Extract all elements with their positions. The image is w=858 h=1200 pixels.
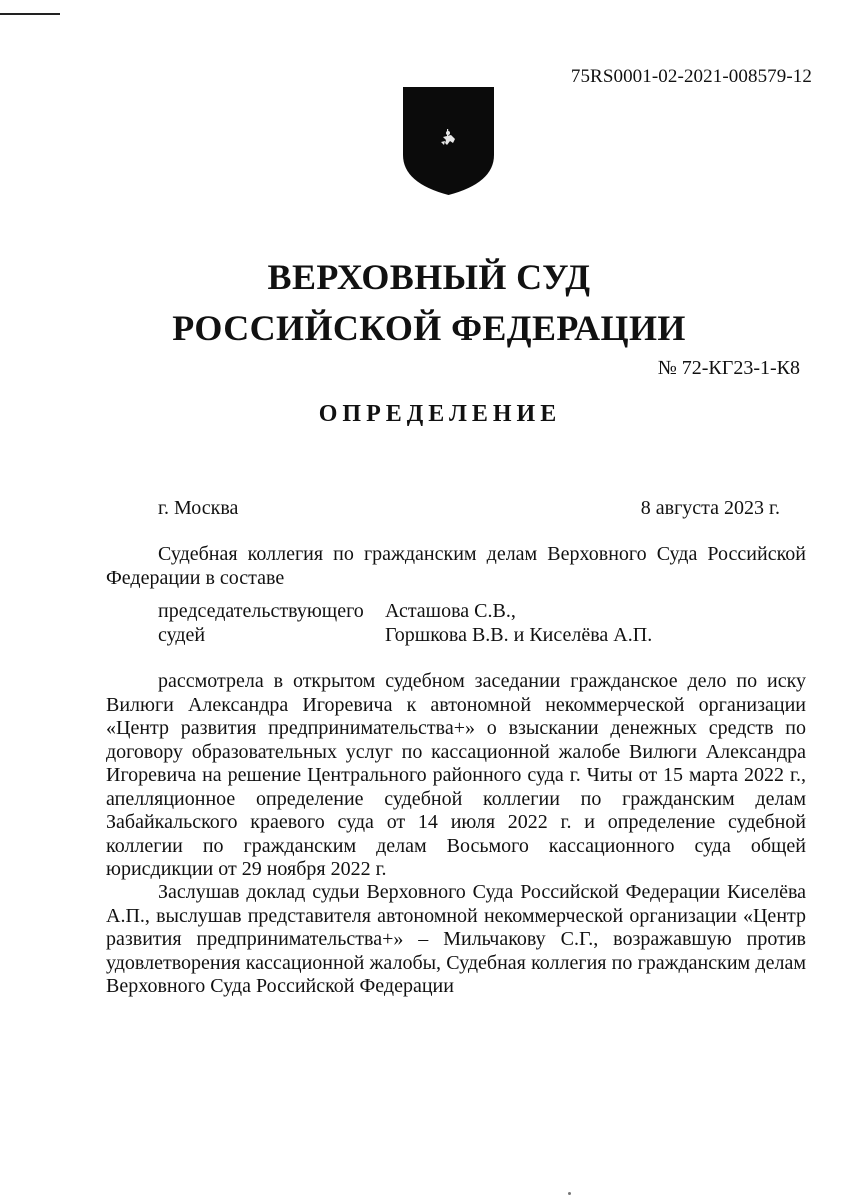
judges-names: Горшкова В.В. и Киселёва А.П.: [385, 623, 653, 646]
document-type-heading: ОПРЕДЕЛЕНИЕ: [318, 401, 562, 427]
coat-of-arms-emblem-icon: [401, 85, 496, 197]
decision-number: № 72-КГ23-1-К8: [657, 357, 800, 379]
court-name-line-1: ВЕРХОВНЫЙ СУД: [267, 257, 591, 297]
judges-role: судей: [158, 623, 206, 646]
hearing-paragraph: Заслушав доклад судьи Верховного Суда Российской Федерации Киселёва А.П., выслушав представителя автономной некоммерческой организации «Центр развития предпринимательства+» – Мильчакову С.Г., возражавшую против удовлетворения кассационной жалобы, Судебная коллегия по гражданским делам Верховного Суда Российской Федерации: [106, 881, 806, 997]
court-name-line-2: РОССИЙСКОЙ ФЕДЕРАЦИИ: [172, 308, 686, 348]
presiding-name: Асташова С.В.,: [385, 600, 516, 622]
main-paragraph: рассмотрела в открытом судебном заседании гражданское дело по иску Вилюги Александра Игоревича к автономной некоммерческой организации «Центр развития предпринимательства+» о взыскании денежных средств по договору образовательных услуг по кассационной жалобе Вилюги Александра Игоревича на решение Центрального районного суда г. Читы от 15 марта 2022 г., апелляционное определение судебной коллегии по гражданским делам Забайкальского краевого суда от 14 июля 2022 г. и определение судебной коллегии по гражданским делам Восьмого кассационного суда общей юрисдикции от 29 ноября 2022 г.: [106, 670, 806, 880]
presiding-row: [158, 600, 652, 624]
case-id: 75RS0001-02-2021-008579-12: [570, 66, 812, 87]
presiding-role: председательствующего: [158, 600, 364, 622]
intro-paragraph: Судебная коллегия по гражданским делам Верховного Суда Российской Федерации в составе: [106, 543, 806, 589]
place: г. Москва: [158, 497, 239, 519]
court-composition: [158, 600, 652, 647]
scan-corner-mark: [0, 0, 60, 15]
date: 8 августа 2023 г.: [640, 497, 780, 519]
judges-row: [158, 624, 652, 648]
scan-dot: [568, 1192, 571, 1195]
